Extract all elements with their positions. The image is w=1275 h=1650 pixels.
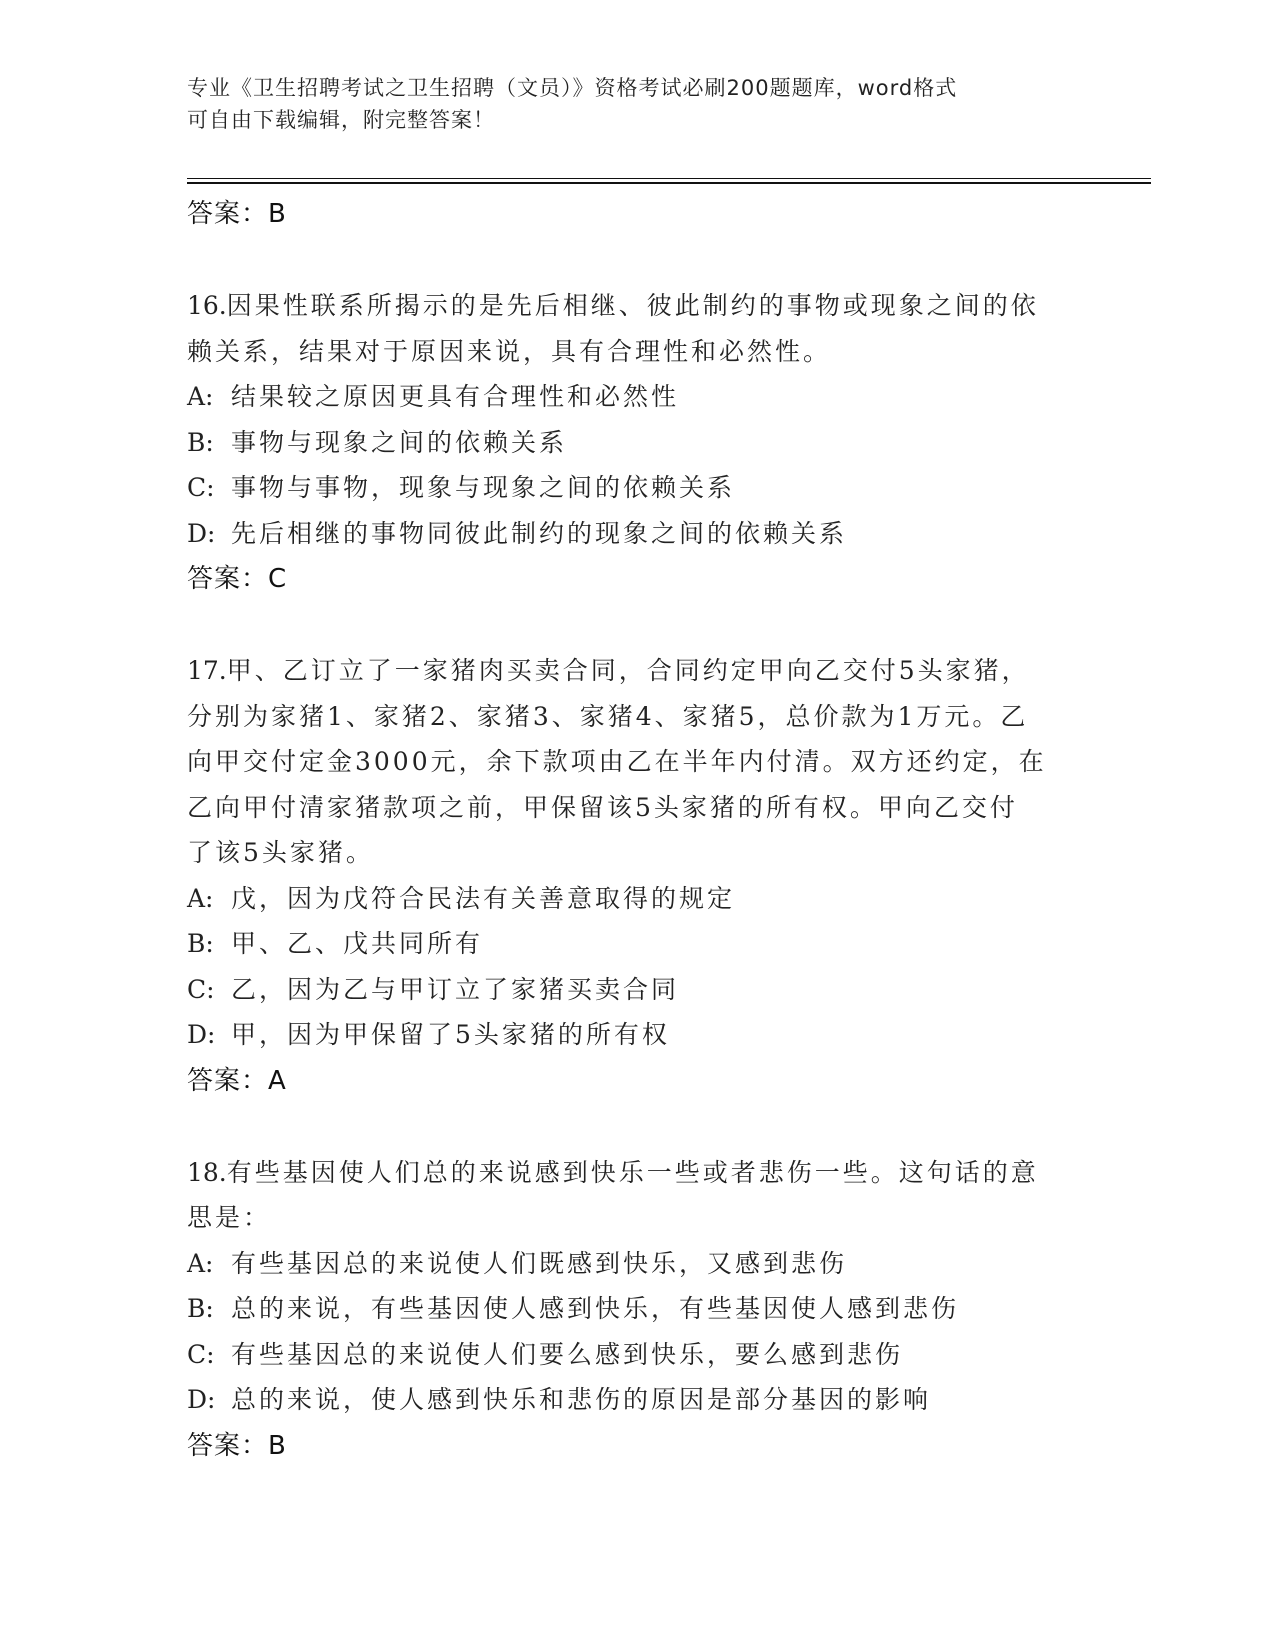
stem-line: 有些基因使人们总的来说感到快乐一些或者悲伤一些。这句话的意 <box>226 1157 1039 1187</box>
stem-line: 分别为家猪1、家猪2、家猪3、家猪4、家猪5，总价款为1万元。乙 <box>187 701 1029 731</box>
option-c <box>187 967 1087 1013</box>
stem-line: 了该5头家猪。 <box>187 838 374 867</box>
stem-line: 因果性联系所揭示的是先后相继、彼此制约的事物或现象之间的依 <box>226 291 1039 320</box>
answer-label: 答案：A <box>187 1065 287 1096</box>
stem-line: 乙向甲付清家猪款项之前，甲保留该5头家猪的所有权。甲向乙交付 <box>187 792 1018 822</box>
option-letter: A: <box>187 382 214 411</box>
option-text: 有些基因总的来说使人们要么感到快乐，要么感到悲伤 <box>231 1339 904 1369</box>
answer-label: 答案：B <box>187 1430 287 1461</box>
option-text: 事物与事物，现象与现象之间的依赖关系 <box>231 473 736 502</box>
question-number: 16. <box>187 291 227 320</box>
spacer <box>187 1104 1087 1150</box>
previous-answer: 答案：B <box>187 199 287 229</box>
option-text: 甲，因为甲保留了5头家猪的所有权 <box>231 1020 670 1049</box>
spacer <box>187 602 1087 648</box>
option-text: 有些基因总的来说使人们既感到快乐，又感到悲伤 <box>231 1248 848 1278</box>
question-17 <box>187 648 1087 1104</box>
option-text: 戊，因为戊符合民法有关善意取得的规定 <box>231 883 736 913</box>
question-stem <box>187 1150 1087 1196</box>
option-c <box>187 1332 1087 1378</box>
option-a <box>187 1241 1087 1287</box>
question-16 <box>187 283 1087 602</box>
header-divider-thin <box>187 178 1151 179</box>
header-line-1: 专业《卫生招聘考试之卫生招聘（文员）》资格考试必刷200题题库，word格式 <box>187 76 958 100</box>
option-text: 先后相继的事物同彼此制约的现象之间的依赖关系 <box>231 518 848 548</box>
stem-line: 向甲交付定金3000元，余下款项由乙在半年内付清。双方还约定，在 <box>187 747 1047 776</box>
option-letter: D: <box>187 1020 216 1049</box>
option-c <box>187 465 1087 511</box>
spacer <box>187 237 1087 283</box>
stem-line: 赖关系，结果对于原因来说，具有合理性和必然性。 <box>187 336 832 366</box>
option-a <box>187 876 1087 922</box>
option-letter: B: <box>187 427 214 457</box>
answer-label: 答案：C <box>187 564 288 594</box>
option-letter: C: <box>187 1339 215 1369</box>
option-text: 乙，因为乙与甲订立了家猪买卖合同 <box>231 974 680 1004</box>
option-text: 结果较之原因更具有合理性和必然性 <box>231 382 680 411</box>
option-b <box>187 921 1087 967</box>
option-text: 总的来说，使人感到快乐和悲伤的原因是部分基因的影响 <box>231 1385 932 1414</box>
header-line-2: 可自由下载编辑，附完整答案！ <box>187 108 495 132</box>
question-number: 18. <box>187 1157 227 1187</box>
option-text: 甲、乙、戊共同所有 <box>231 929 484 958</box>
option-d <box>187 511 1087 557</box>
option-text: 总的来说，有些基因使人感到快乐，有些基因使人感到悲伤 <box>231 1294 960 1323</box>
question-18 <box>187 1150 1087 1469</box>
option-text: 事物与现象之间的依赖关系 <box>231 427 568 457</box>
option-b <box>187 420 1087 466</box>
document-header <box>187 72 1067 136</box>
stem-line: 思是： <box>187 1203 272 1232</box>
option-letter: C: <box>187 473 215 502</box>
option-letter: B: <box>187 1294 214 1323</box>
question-stem <box>187 648 1087 694</box>
question-number: 17. <box>187 656 227 685</box>
option-b <box>187 1286 1087 1332</box>
option-d <box>187 1377 1087 1423</box>
option-letter: A: <box>187 883 214 913</box>
option-letter: A: <box>187 1248 214 1278</box>
option-d <box>187 1012 1087 1058</box>
stem-line: 甲、乙订立了一家猪肉买卖合同，合同约定甲向乙交付5头家猪， <box>226 656 1030 685</box>
question-stem <box>187 283 1087 329</box>
option-letter: D: <box>187 518 216 548</box>
option-letter: C: <box>187 974 215 1004</box>
option-letter: B: <box>187 929 214 958</box>
option-letter: D: <box>187 1385 216 1414</box>
header-divider-thick <box>187 182 1151 184</box>
option-a <box>187 374 1087 420</box>
question-list <box>187 191 1087 1469</box>
